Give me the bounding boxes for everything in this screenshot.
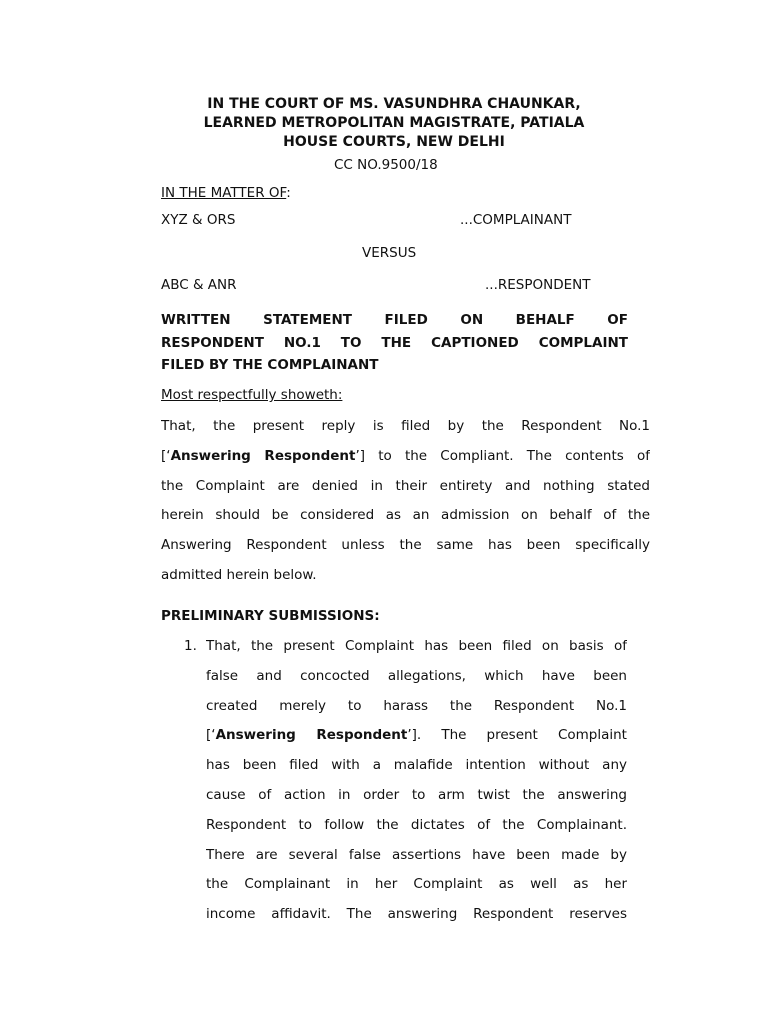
statement-title-line-1: WRITTEN STATEMENT FILED ON BEHALF OF (161, 312, 628, 328)
versus-label: VERSUS (362, 245, 417, 261)
item-1-body (206, 632, 627, 930)
item-1-line-5: has been filed with a malafide intention without any (206, 757, 627, 774)
complainant-role: ...COMPLAINANT (460, 212, 572, 228)
respondent-name: ABC & ANR (161, 277, 237, 293)
item-1-number: 1. (184, 638, 197, 654)
statement-title-line-3: FILED BY THE COMPLAINANT (161, 357, 379, 373)
item-1-line-6: cause of action in order to arm twist the answering (206, 786, 627, 803)
item-1-defined-term: Answering Respondent (215, 727, 408, 744)
court-title-line-2: LEARNED METROPOLITAN MAGISTRATE, PATIALA (203, 115, 585, 131)
intro-line-2-open: [‘ (161, 447, 171, 464)
item-1-line-4 (206, 721, 627, 751)
court-title (150, 95, 638, 152)
statement-title (161, 309, 628, 377)
matter-label-text: IN THE MATTER OF (161, 185, 287, 201)
item-1-line-4-open: [‘ (206, 727, 216, 744)
intro-line-5: Answering Respondent unless the same has been specifically (161, 537, 650, 554)
intro-line-4: herein should be considered as an admission on behalf of the (161, 507, 650, 524)
intro-line-3: the Complaint are denied in their entirety and nothing stated (161, 477, 650, 494)
item-1-line-10: income affidavit. The answering Respondent reserves (206, 906, 627, 923)
intro-line-6: admitted herein below. (161, 566, 317, 583)
matter-label (161, 185, 291, 201)
intro-line-2-rest: ’] to the Compliant. The contents of (355, 447, 650, 464)
item-1-line-4-rest: ’]. The present Complaint (407, 727, 627, 744)
item-1-line-9: the Complainant in her Complaint as well as her (206, 876, 627, 893)
showeth-heading: Most respectfully showeth: (161, 387, 343, 403)
preliminary-heading: PRELIMINARY SUBMISSIONS: (161, 608, 380, 624)
item-1-line-3: created merely to harass the Respondent No.1 (206, 697, 627, 714)
statement-title-line-2: RESPONDENT NO.1 TO THE CAPTIONED COMPLAINT (161, 334, 628, 351)
intro-line-1: That, the present reply is filed by the Respondent No.1 (161, 418, 650, 434)
item-1-line-8: There are several false assertions have been made by (206, 846, 627, 863)
matter-label-colon: : (286, 185, 291, 201)
intro-line-2 (161, 442, 650, 472)
court-title-line-3: HOUSE COURTS, NEW DELHI (283, 134, 505, 150)
case-number: CC NO.9500/18 (334, 157, 438, 173)
respondent-role: ...RESPONDENT (485, 277, 591, 293)
item-1-line-2: false and concocted allegations, which have been (206, 667, 627, 684)
item-1-line-1: That, the present Complaint has been filed on basis of (206, 638, 627, 654)
intro-paragraph (161, 412, 650, 591)
court-title-line-1: IN THE COURT OF MS. VASUNDHRA CHAUNKAR, (207, 96, 581, 112)
intro-defined-term: Answering Respondent (170, 447, 356, 464)
item-1-line-7: Respondent to follow the dictates of the Complainant. (206, 816, 627, 833)
complainant-name: XYZ & ORS (161, 212, 236, 228)
